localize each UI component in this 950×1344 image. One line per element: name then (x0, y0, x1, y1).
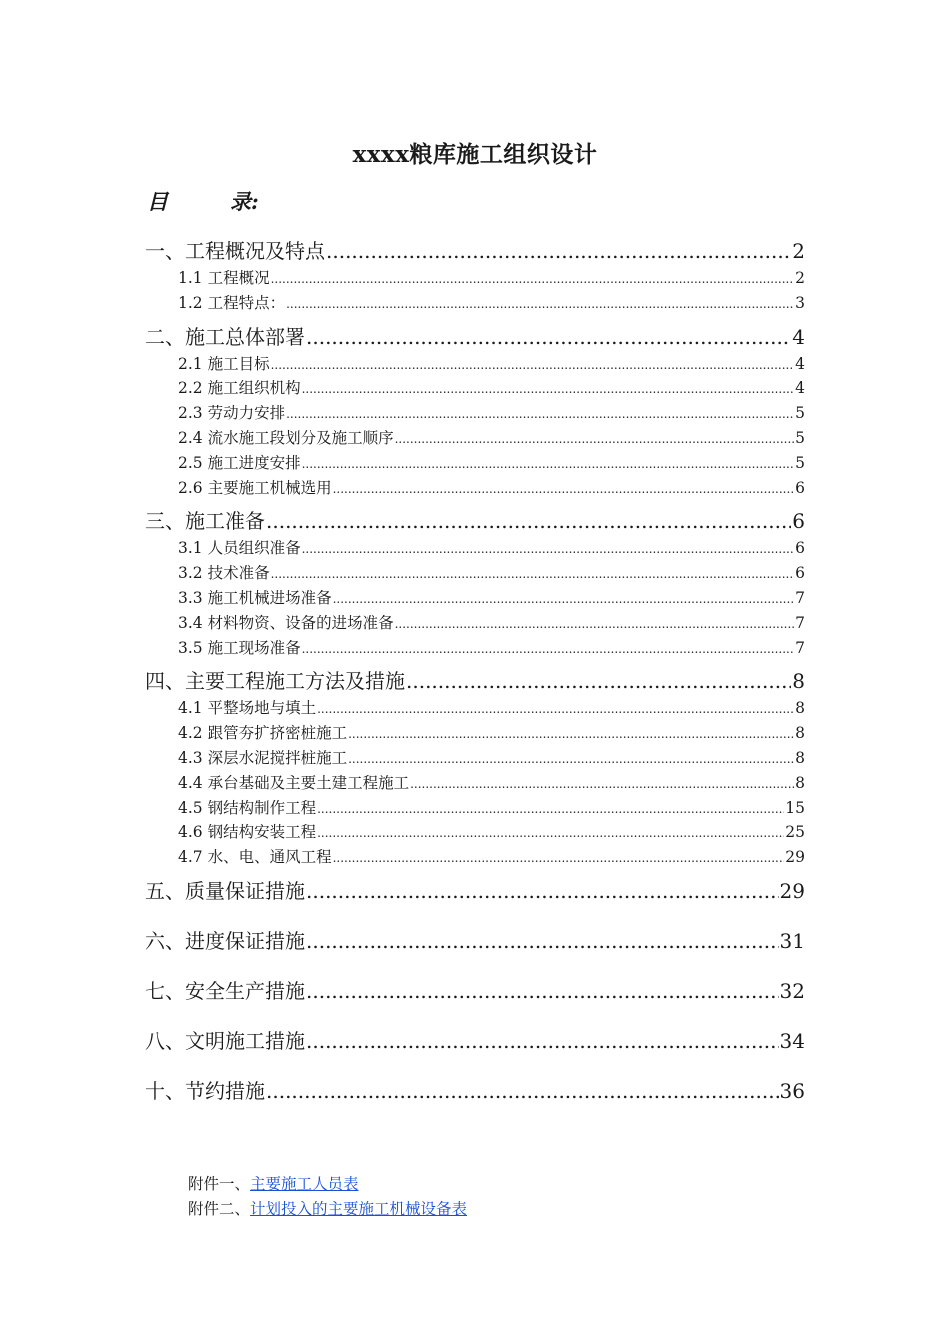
toc-subsection[interactable] (145, 796, 805, 821)
toc-section[interactable] (145, 926, 805, 956)
toc-page-number: 8 (795, 724, 805, 743)
toc-section[interactable] (145, 1026, 805, 1056)
toc-subsection-label: 4.1 平整场地与填土 (178, 699, 317, 718)
toc-subsection-label: 3.2 技术准备 (178, 564, 270, 583)
toc-leader (333, 476, 795, 502)
attachment-prefix: 附件一、 (188, 1175, 251, 1193)
toc-page-number: 6 (795, 539, 805, 558)
toc-leader (317, 820, 784, 846)
toc-leader (302, 451, 795, 477)
toc-leader (302, 536, 795, 562)
toc-leader (306, 876, 779, 906)
toc-section[interactable] (145, 876, 805, 906)
toc-heading (147, 186, 259, 216)
toc-section-label: 一、工程概况及特点 (145, 239, 325, 263)
toc-leader (348, 721, 794, 747)
toc-page-number: 7 (795, 638, 805, 657)
toc-page-number: 8 (795, 699, 805, 718)
toc-subsection[interactable] (145, 696, 805, 721)
toc-page-number: 7 (795, 613, 805, 632)
toc-subsection-label: 3.3 施工机械进场准备 (178, 588, 332, 607)
toc-leader (266, 1076, 779, 1106)
toc-subsection-label: 2.5 施工进度安排 (178, 453, 301, 472)
toc-section-label: 四、主要工程施工方法及措施 (145, 669, 405, 694)
toc-leader (302, 376, 795, 402)
toc-leader (406, 666, 791, 696)
toc-subsection[interactable] (145, 352, 805, 377)
toc-heading-part2: 录: (230, 189, 259, 214)
toc-page-number: 3 (795, 293, 805, 312)
toc-subsection-label: 3.1 人员组织准备 (178, 539, 301, 558)
toc-page-number: 7 (795, 588, 805, 607)
toc-subsection[interactable] (145, 561, 805, 586)
toc-subsection-label: 4.7 水、电、通风工程 (178, 848, 332, 867)
toc-section[interactable] (145, 506, 805, 536)
toc-leader (333, 845, 785, 871)
toc-leader (271, 561, 795, 587)
toc-section-label: 七、安全生产措施 (145, 978, 305, 1003)
toc-page-number: 8 (795, 773, 805, 792)
table-of-contents (145, 230, 805, 1106)
toc-page-number: 31 (779, 928, 805, 953)
toc-page-number: 8 (792, 669, 805, 694)
toc-subsection-label: 2.4 流水施工段划分及施工顺序 (178, 428, 394, 447)
toc-leader (348, 746, 794, 772)
toc-subsection[interactable] (145, 771, 805, 796)
toc-subsection-label: 4.4 承台基础及主要土建工程施工 (178, 773, 410, 792)
toc-page-number: 6 (795, 478, 805, 497)
toc-section[interactable] (145, 322, 805, 352)
toc-section[interactable] (145, 976, 805, 1006)
toc-section-label: 八、文明施工措施 (145, 1028, 305, 1053)
toc-page-number: 2 (792, 239, 805, 263)
toc-section[interactable] (145, 1076, 805, 1106)
toc-page-number: 29 (785, 848, 805, 867)
toc-leader (395, 611, 795, 637)
toc-subsection-label: 4.2 跟管夯扩挤密桩施工 (178, 724, 348, 743)
toc-leader (317, 796, 784, 822)
toc-page-number: 6 (795, 564, 805, 583)
toc-subsection[interactable] (145, 586, 805, 611)
toc-section[interactable] (145, 236, 805, 266)
toc-leader (306, 1026, 779, 1056)
toc-leader (410, 771, 794, 797)
toc-subsection-label: 2.3 劳动力安排 (178, 404, 286, 423)
toc-section-label: 五、质量保证措施 (145, 878, 305, 903)
toc-leader (266, 506, 791, 536)
toc-page-number: 25 (785, 823, 805, 842)
toc-page-number: 2 (795, 269, 805, 287)
toc-page-number: 29 (779, 878, 805, 903)
toc-section-label: 二、施工总体部署 (145, 324, 305, 349)
toc-leader (286, 401, 794, 427)
document-title: xxxx粮库施工组织设计 (352, 141, 598, 168)
toc-heading-part1: 目 (147, 189, 168, 214)
toc-page-number: 5 (795, 428, 805, 447)
attachment-item (188, 1172, 467, 1197)
toc-leader (271, 266, 795, 292)
attachment-item (188, 1197, 467, 1222)
toc-page-number: 5 (795, 453, 805, 472)
toc-page-number: 32 (779, 978, 805, 1003)
attachments-list (188, 1172, 467, 1222)
toc-section[interactable] (145, 666, 805, 696)
toc-page-number: 5 (795, 404, 805, 423)
toc-subsection[interactable] (145, 266, 805, 291)
toc-leader (395, 426, 795, 452)
toc-subsection[interactable] (145, 426, 805, 451)
toc-subsection[interactable] (145, 401, 805, 426)
toc-leader (326, 236, 791, 266)
toc-subsection[interactable] (145, 476, 805, 501)
toc-page-number: 4 (792, 324, 805, 349)
toc-page-number: 6 (792, 509, 805, 534)
toc-subsection-label: 2.6 主要施工机械选用 (178, 478, 332, 497)
toc-leader (302, 636, 795, 662)
toc-leader (286, 291, 794, 317)
toc-subsection-label: 2.1 施工目标 (178, 354, 270, 373)
toc-subsection-label: 4.6 钢结构安装工程 (178, 823, 317, 842)
toc-subsection[interactable] (145, 291, 805, 316)
toc-subsection-label: 1.2 工程特点： (178, 293, 286, 312)
toc-page-number: 8 (795, 748, 805, 767)
toc-page-number: 34 (779, 1028, 805, 1053)
attachment-link[interactable]: 主要施工人员表 (250, 1175, 359, 1193)
toc-subsection[interactable] (145, 636, 805, 661)
toc-subsection[interactable] (145, 746, 805, 771)
toc-subsection[interactable] (145, 721, 805, 746)
toc-leader (333, 586, 795, 612)
toc-subsection[interactable] (145, 820, 805, 845)
toc-leader (317, 696, 794, 722)
toc-leader (271, 352, 795, 378)
toc-subsection[interactable] (145, 536, 805, 561)
toc-leader (306, 976, 779, 1006)
toc-leader (306, 322, 791, 352)
toc-subsection[interactable] (145, 611, 805, 636)
attachment-link[interactable]: 计划投入的主要施工机械设备表 (250, 1200, 468, 1218)
toc-subsection[interactable] (145, 451, 805, 476)
toc-subsection-label: 1.1 工程概况 (178, 269, 270, 287)
toc-page-number: 36 (779, 1078, 805, 1103)
toc-subsection-label: 4.3 深层水泥搅拌桩施工 (178, 748, 348, 767)
toc-section-label: 十、节约措施 (145, 1078, 265, 1103)
attachment-prefix: 附件二、 (188, 1200, 251, 1218)
toc-section-label: 六、进度保证措施 (145, 928, 305, 953)
toc-page-number: 4 (795, 379, 805, 398)
toc-subsection[interactable] (145, 845, 805, 870)
toc-page-number: 4 (795, 354, 805, 373)
toc-subsection[interactable] (145, 376, 805, 401)
toc-section-label: 三、施工准备 (145, 509, 265, 534)
toc-subsection-label: 3.4 材料物资、设备的进场准备 (178, 613, 394, 632)
toc-leader (306, 926, 779, 956)
toc-subsection-label: 3.5 施工现场准备 (178, 638, 301, 657)
toc-subsection-label: 2.2 施工组织机构 (178, 379, 301, 398)
toc-page-number: 15 (785, 798, 805, 817)
toc-subsection-label: 4.5 钢结构制作工程 (178, 798, 317, 817)
